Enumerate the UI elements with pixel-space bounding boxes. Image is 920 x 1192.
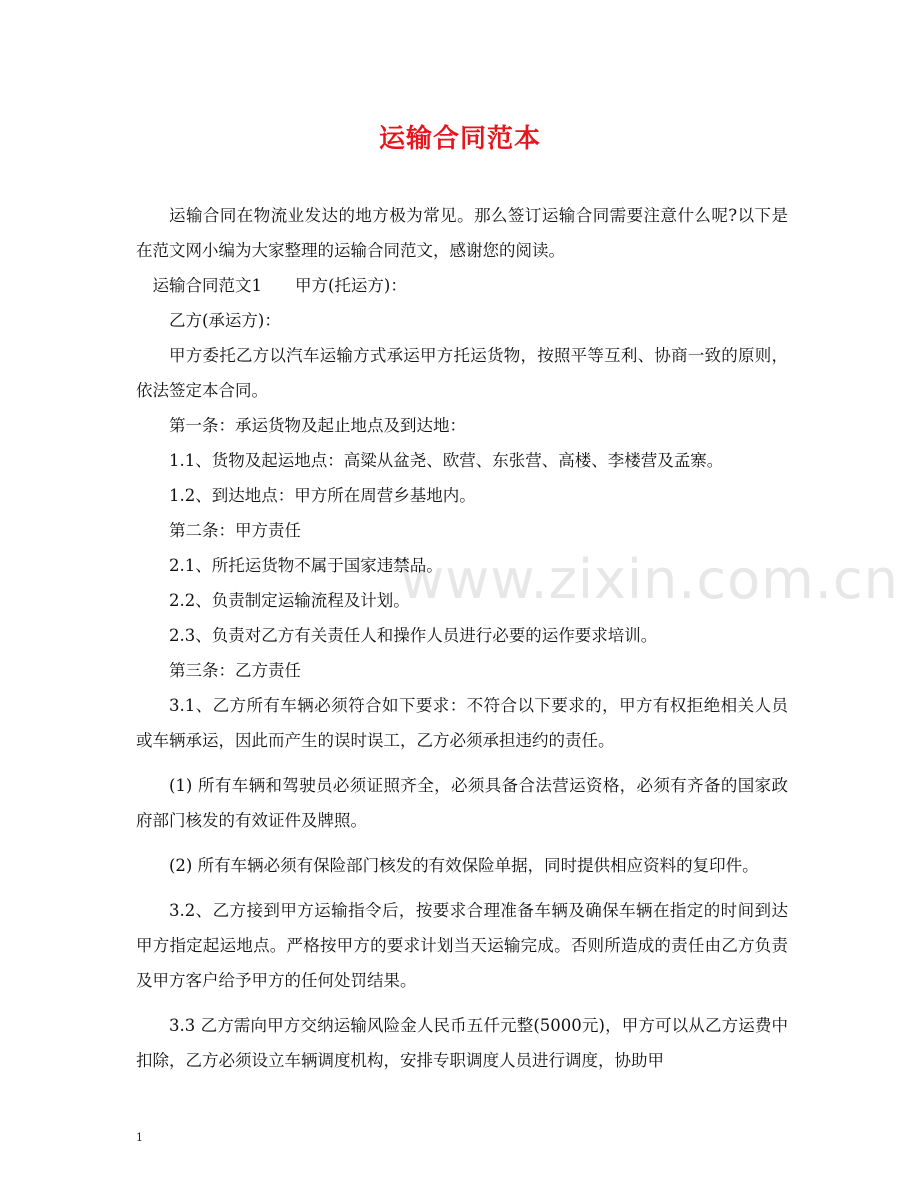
page-number: 1 (136, 1131, 143, 1144)
paragraph-item-2: (2) 所有车辆必须有保险部门核发的有效保险单据，同时提供相应资料的复印件。 (169, 856, 759, 875)
paragraph-clause-3-2: 3.2、乙方接到甲方运输指令后，按要求合理准备车辆及确保车辆在指定的时间到达甲方指定起运地点。严格按甲方的要求计划当天运输完成。否则所造成的责任由乙方负责及甲方客户给予甲方的任何处罚结果。 (136, 901, 788, 990)
paragraph-article-2: 第二条：甲方责任 (169, 521, 301, 540)
paragraph-clause-1-1: 1.1、货物及起运地点：高粱从盆尧、欧营、东张营、高楼、李楼营及孟寨。 (169, 451, 724, 470)
document-body (136, 198, 788, 1078)
watermark: www.zixin.com.cn (400, 548, 899, 611)
paragraph-article-3: 第三条：乙方责任 (169, 661, 301, 680)
paragraph-clause-3-1: 3.1、乙方所有车辆必须符合如下要求：不符合以下要求的，甲方有权拒绝相关人员或车辆承运，因此而产生的误时误工，乙方必须承担违约的责任。 (136, 696, 788, 750)
paragraph-preamble: 甲方委托乙方以汽车运输方式承运甲方托运货物，按照平等互利、协商一致的原则，依法签定本合同。 (136, 346, 788, 400)
paragraph-contract-heading: 运输合同范文1 甲方(托运方)： (152, 276, 407, 295)
paragraph-intro: 运输合同在物流业发达的地方极为常见。那么签订运输合同需要注意什么呢?以下是在范文网小编为大家整理的运输合同范文，感谢您的阅读。 (136, 206, 788, 260)
document-title: 运输合同范本 (378, 124, 541, 154)
paragraph-clause-2-1: 2.1、所托运货物不属于国家违禁品。 (169, 556, 443, 575)
paragraph-clause-2-2: 2.2、负责制定运输流程及计划。 (169, 591, 410, 610)
paragraph-item-1: (1) 所有车辆和驾驶员必须证照齐全，必须具备合法营运资格，必须有齐备的国家政府部门核发的有效证件及牌照。 (136, 776, 788, 830)
paragraph-clause-1-2: 1.2、到达地点：甲方所在周营乡基地内。 (169, 486, 476, 505)
paragraph-article-1: 第一条：承运货物及起止地点及到达地： (169, 416, 466, 435)
paragraph-clause-3-3: 3.3 乙方需向甲方交纳运输风险金人民币五仟元整(5000元)，甲方可以从乙方运费中扣除，乙方必须设立车辆调度机构，安排专职调度人员进行调度，协助甲 (136, 1016, 788, 1070)
paragraph-clause-2-3: 2.3、负责对乙方有关责任人和操作人员进行必要的运作要求培训。 (169, 626, 658, 645)
paragraph-party-b: 乙方(承运方)： (169, 311, 281, 330)
